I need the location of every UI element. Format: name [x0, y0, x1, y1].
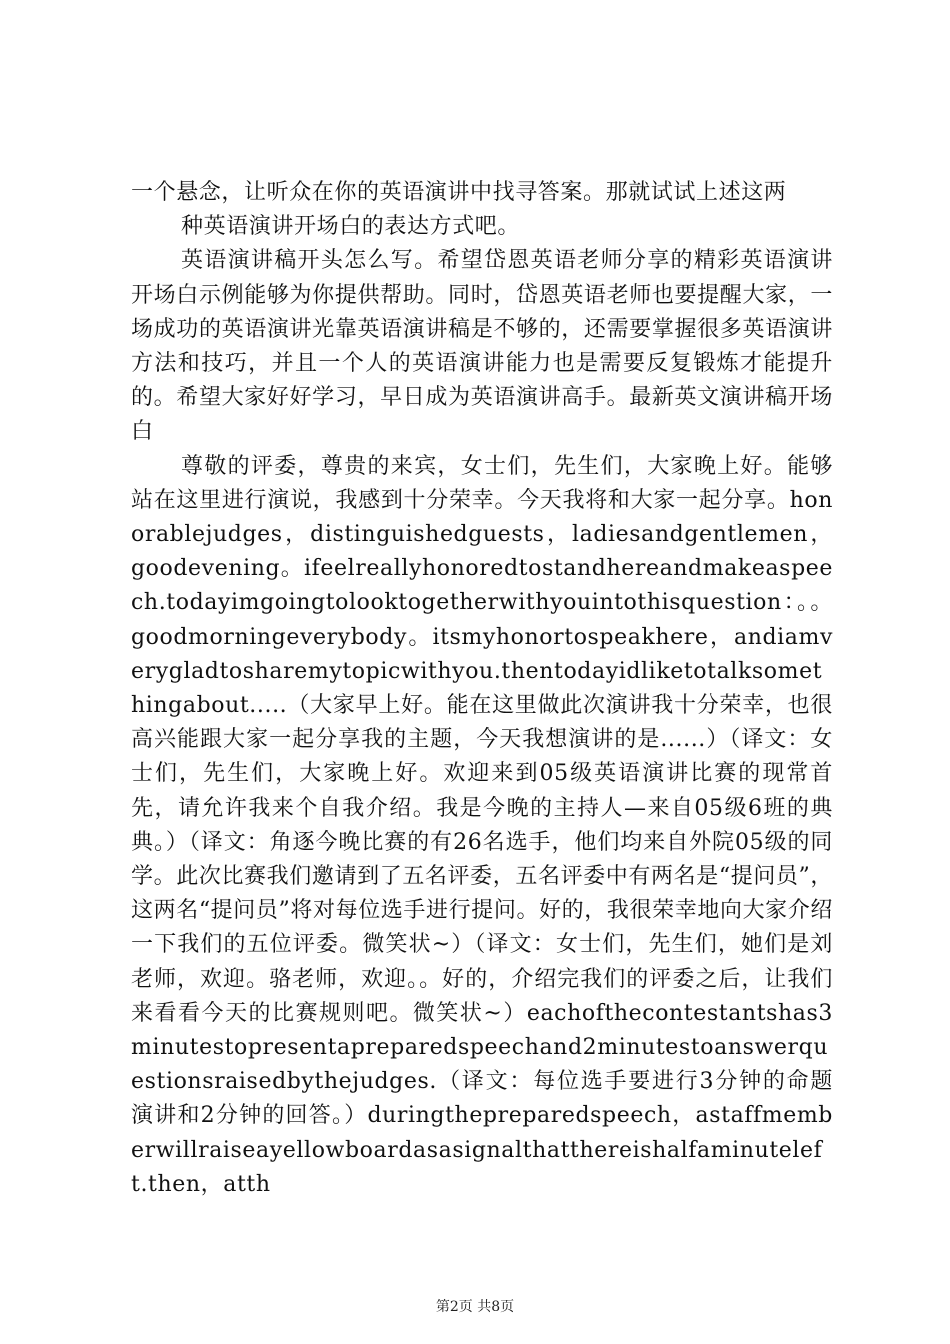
document-body [131, 176, 833, 1202]
paragraph-continuation: 一个悬念，让听众在你的英语演讲中找寻答案。那就试试上述这两 [131, 180, 787, 205]
page-number-footer: 第2页 共8页 [435, 1299, 515, 1315]
paragraph-opening-speech-sample: 尊敬的评委，尊贵的来宾，女士们，先生们，大家晚上好。能够站在这里进行演说，我感到十分荣幸。今天我将和大家一起分享。honorablejudges，distinguishedguests，ladiesandgentlemen，goodevening。ifeelreallyhonoredtostandhereandmakeaspeech.todayimgoingtolooktogetherwithyouintothisquestion：。。goodmorningeverybody。itsmyhonortospeakhere，andiamverygladtosharemytopicwithyou.thentodayidliketotalksomethingabout.....（大家早上好。能在这里做此次演讲我十分荣幸，也很高兴能跟大家一起分享我的主题，今天我想演讲的是......）（译文：女士们，先生们，大家晚上好。欢迎来到05级英语演讲比赛的现常首先，请允许我来个自我介绍。我是今晚的主持人—来自05级6班的典典。）（译文：角逐今晚比赛的有26名选手，他们均来自外院05级的同学。此次比赛我们邀请到了五名评委，五名评委中有两名是“提问员”，这两名“提问员”将对每位选手进行提问。好的，我很荣幸地向大家介绍一下我们的五位评委。微笑状~）（译文：女士们，先生们，她们是刘老师，欢迎。骆老师，欢迎。。好的，介绍完我们的评委之后，让我们来看看今天的比赛规则吧。微笑状~）eachofthecontestantshas3minutestopresentapreparedspeechand2minutestoanswerquestionsraisedbythejudges.（译文：每位选手要进行3分钟的命题演讲和2分钟的回答。）duringthepreparedspeech，astaffmemberwillraiseayellowboardasasignalthatthereishalfaminuteleft.then，atth [131, 453, 833, 1197]
paragraph-two-ways: 种英语演讲开场白的表达方式吧。 [181, 214, 521, 240]
paragraph-how-to-write-opening: 英语演讲稿开头怎么写。希望岱恩英语老师分享的精彩英语演讲开场白示例能够为你提供帮助。同时，岱恩英语老师也要提醒大家，一场成功的英语演讲光靠英语演讲稿是不够的，还需要掌握很多英语演讲方法和技巧，并且一个人的英语演讲能力也是需要反复锻炼才能提升的。希望大家好好学习，早日成为英语演讲高手。最新英文演讲稿开场白 [131, 248, 833, 445]
